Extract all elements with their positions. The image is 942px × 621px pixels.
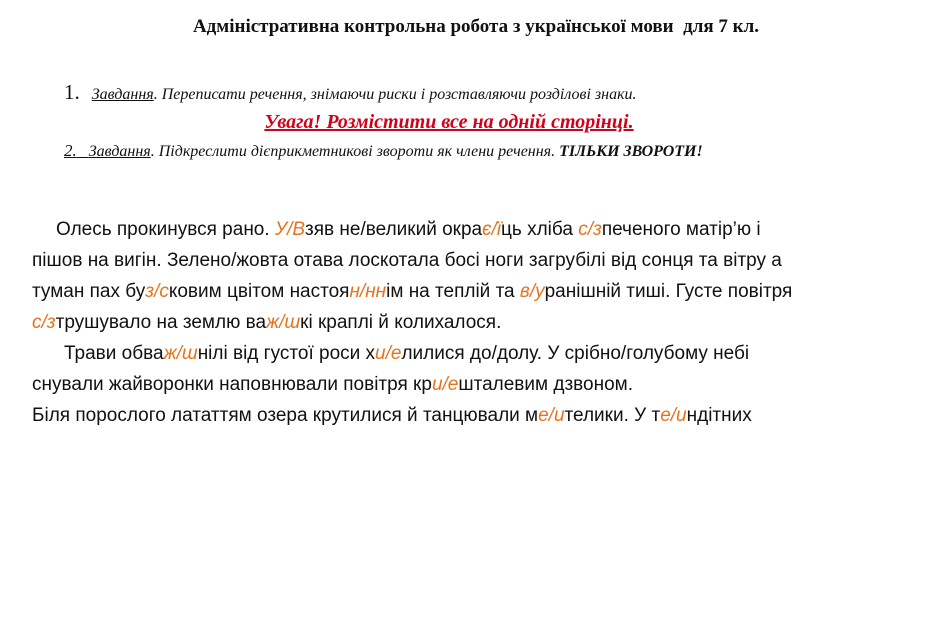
spelling-blank: є/ї xyxy=(482,219,502,240)
text-segment: ім на теплій та xyxy=(386,281,520,302)
text-segment: Олесь прокинувся рано. xyxy=(56,219,275,240)
task-1 xyxy=(64,80,637,105)
text-line xyxy=(32,338,912,369)
text-segment: телики. У т xyxy=(564,405,661,426)
text-segment: туман пах бу xyxy=(32,281,146,302)
spelling-blank: с/з xyxy=(32,312,56,333)
text-line xyxy=(32,214,912,245)
text-segment: нілі від густої роси х xyxy=(197,343,376,364)
spelling-blank: и/е xyxy=(375,343,402,364)
text-segment: ранішній тиші. Густе повітря xyxy=(544,281,793,302)
task-1-text: . Переписати речення, знімаючи риски і розставляючи розділові знаки. xyxy=(153,86,637,103)
text-segment: пішов на вигін. Зелено/жовта отава лоскотала босі ноги загрубілі від сонця та вітру а xyxy=(32,250,782,271)
task-2-text: . Підкреслити дієприкметникові звороти як члени речення. xyxy=(150,143,556,160)
text-line xyxy=(32,307,912,338)
text-segment: печеного матір’ю і xyxy=(601,219,761,240)
spelling-blank: е/и xyxy=(538,405,565,426)
text-segment: Біля порослого лататтям озера крутилися й танцювали м xyxy=(32,405,539,426)
task-1-label: Завдання xyxy=(91,86,154,103)
spelling-blank: з/с xyxy=(145,281,169,302)
text-segment: ць хліба xyxy=(501,219,579,240)
text-segment: шталевим дзвоном. xyxy=(458,374,634,395)
task-2-number: 2. xyxy=(64,141,77,160)
spelling-blank: ж/ш xyxy=(266,312,301,333)
spelling-blank: и/е xyxy=(431,374,459,395)
text-line xyxy=(32,369,912,400)
text-segment: ндітних xyxy=(686,405,752,426)
text-line xyxy=(32,400,912,431)
text-segment: Трави обва xyxy=(64,343,164,364)
text-segment: ковим цвітом настоя xyxy=(168,281,350,302)
spelling-blank: У/В xyxy=(274,219,306,240)
spelling-blank: ж/ш xyxy=(163,343,198,364)
exercise-text xyxy=(32,214,912,431)
text-line xyxy=(32,276,912,307)
text-segment: снували жайворонки наповнювали повітря кр xyxy=(32,374,432,395)
task-1-number: 1. xyxy=(64,80,80,104)
text-segment: зяв не/великий окра xyxy=(305,219,483,240)
spelling-blank: н/нн xyxy=(349,281,387,302)
spelling-blank: в/у xyxy=(519,281,545,302)
text-segment: лилися до/долу. У срібно/голубому небі xyxy=(401,343,750,364)
warning-note: Увага! Розмістити все на одній сторінці. xyxy=(264,111,634,133)
text-line xyxy=(32,245,912,276)
spelling-blank: с/з xyxy=(578,219,602,240)
page-title: Адміністративна контрольна робота з української мови для 7 кл. xyxy=(192,16,760,37)
text-segment: кі краплі й колихалося. xyxy=(300,312,502,333)
text-segment: трушувало на землю ва xyxy=(55,312,267,333)
task-2-heading xyxy=(64,143,151,160)
task-2-emphasis: ТІЛЬКИ ЗВОРОТИ! xyxy=(559,143,703,160)
spelling-blank: е/и xyxy=(660,405,687,426)
task-2 xyxy=(64,141,703,161)
task-2-label: Завдання xyxy=(88,143,151,160)
